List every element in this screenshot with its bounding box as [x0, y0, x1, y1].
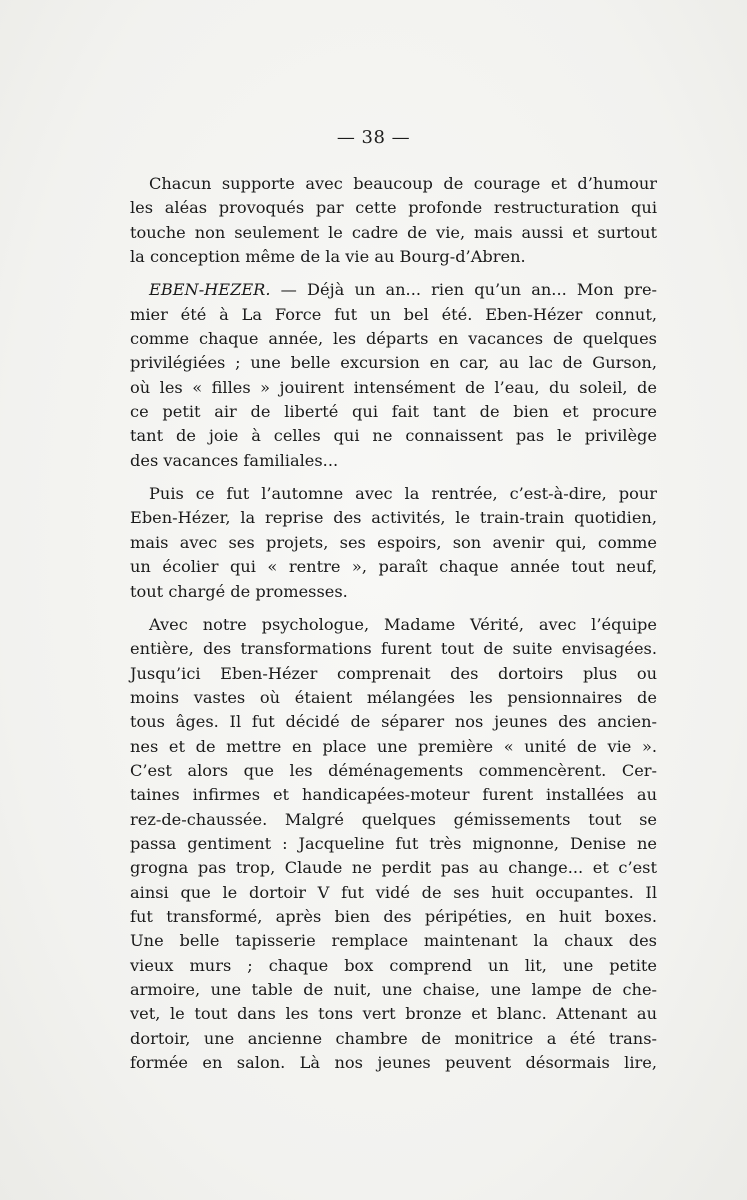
paragraph-2 — [130, 278, 657, 473]
text-line-with-lead — [130, 278, 657, 302]
text-line: formée en salon. Là nos jeunes peuvent désormais lire, — [130, 1053, 657, 1073]
text-line: nes et de mettre en place une première « unité de vie ». — [130, 736, 657, 756]
text-line: vet, le tout dans les tons vert bronze et blanc. Attenant au — [130, 1004, 657, 1024]
text-line: où les « filles » jouirent intensément de l’eau, du soleil, de — [130, 377, 657, 397]
paragraph-1 — [130, 172, 657, 269]
text-line: comme chaque année, les départs en vacances de quelques — [130, 329, 657, 349]
text-line: Eben-Hézer, la reprise des activités, le train-train quotidien, — [130, 508, 657, 528]
text-line: un écolier qui « rentre », paraît chaque année tout neuf, — [130, 557, 657, 577]
text-line: taines infirmes et handicapées-moteur furent installées au — [130, 785, 657, 805]
text-line: armoire, une table de nuit, une chaise, une lampe de che- — [130, 980, 657, 999]
text-line: Avec notre psychologue, Madame Vérité, avec l’équipe — [149, 614, 657, 634]
text-line: privilégiées ; une belle excursion en car, au lac de Gurson, — [130, 353, 657, 373]
text-line: la conception même de la vie au Bourg-d’Abren. — [130, 247, 526, 267]
text-fragment: — Déjà un an... rien qu’un an... Mon pre- — [270, 280, 657, 300]
text-line: grogna pas trop, Claude ne perdit pas au change... et c’est — [130, 858, 657, 878]
text-line: mier été à La Force fut un bel été. Eben-Hézer connut, — [130, 304, 657, 324]
section-lead: EBEN-HEZER. — [149, 280, 271, 300]
text-line: C’est alors que les déménagements commencèrent. Cer- — [130, 760, 657, 780]
text-line: moins vastes où étaient mélangées les pensionnaires de — [130, 687, 657, 707]
paragraph-3 — [130, 482, 657, 604]
text-line: tous âges. Il fut décidé de séparer nos jeunes des ancien- — [130, 712, 657, 732]
text-line: rez-de-chaussée. Malgré quelques gémissements tout se — [130, 809, 657, 829]
text-line: Jusqu’ici Eben-Hézer comprenait des dortoirs plus ou — [130, 663, 657, 683]
text-line: passa gentiment : Jacqueline fut très mignonne, Denise ne — [130, 833, 657, 853]
text-line: ce petit air de liberté qui fait tant de bien et procure — [130, 402, 657, 422]
text-line: des vacances familiales... — [130, 450, 339, 470]
text-line: les aléas provoqués par cette profonde restructuration qui — [130, 198, 657, 218]
text-line: vieux murs ; chaque box comprend un lit, une petite — [130, 955, 657, 975]
text-line: tant de joie à celles qui ne connaissent pas le privilège — [130, 426, 657, 446]
body-text — [130, 172, 657, 1084]
text-line: ainsi que le dortoir V fut vidé de ses huit occupantes. Il — [130, 882, 657, 902]
text-line: dortoir, une ancienne chambre de monitrice a été trans- — [130, 1028, 657, 1048]
text-line: Une belle tapisserie remplace maintenant la chaux des — [130, 931, 657, 951]
text-line: mais avec ses projets, ses espoirs, son avenir qui, comme — [130, 532, 657, 552]
page-number: — 38 — — [336, 127, 411, 148]
text-line: entière, des transformations furent tout de suite envisagées. — [130, 639, 657, 659]
text-line: Puis ce fut l’automne avec la rentrée, c’est-à-dire, pour — [149, 484, 657, 504]
text-line: Chacun supporte avec beaucoup de courage et d’humour — [149, 174, 657, 193]
text-line: fut transformé, après bien des péripéties, en huit boxes. — [130, 906, 657, 926]
text-line: tout chargé de promesses. — [130, 581, 348, 601]
text-line: touche non seulement le cadre de vie, mais aussi et surtout — [130, 222, 657, 242]
paragraph-4 — [130, 613, 657, 1076]
